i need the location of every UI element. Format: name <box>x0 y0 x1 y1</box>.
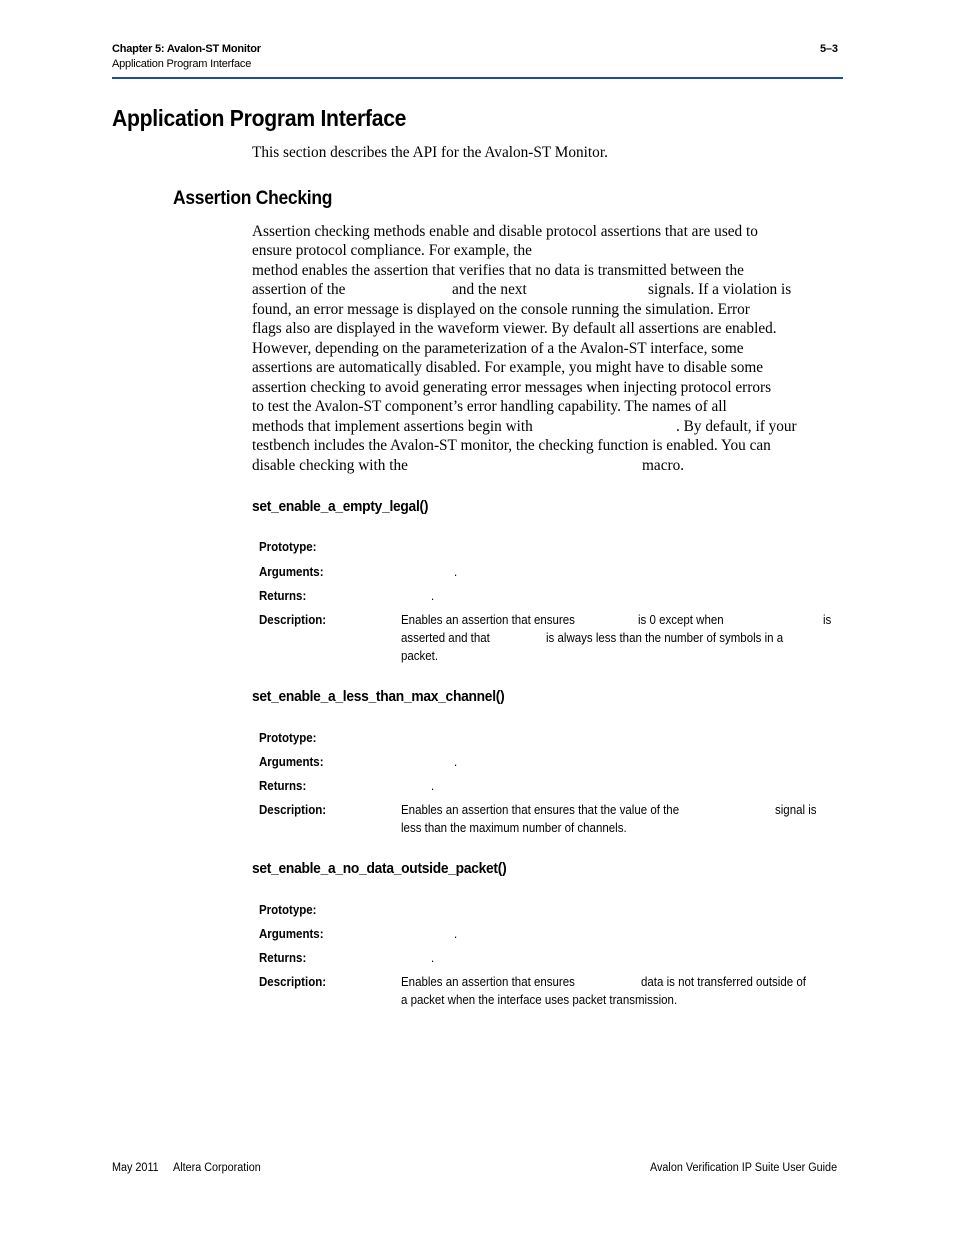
arguments-label: Arguments: <box>259 927 324 941</box>
footer-guide: Avalon Verification IP Suite User Guide <box>650 1162 838 1174</box>
arguments-value: . <box>454 755 458 769</box>
prototype-label: Prototype: <box>259 903 317 917</box>
paragraph-line: method enables the assertion that verifies that no data is transmitted between the <box>252 262 744 279</box>
paragraph-line: disable checking with the <box>252 457 408 474</box>
paragraph-line: assertion checking to avoid generating error messages when injecting protocol errors <box>252 379 772 396</box>
paragraph-line: flags also are displayed in the waveform viewer. By default all assertions are enabled. <box>252 320 777 337</box>
description-line: packet. <box>401 649 439 663</box>
footer-company: Altera Corporation <box>173 1162 261 1174</box>
prototype-label: Prototype: <box>259 540 317 554</box>
returns-value: . <box>431 779 435 793</box>
header-rule <box>112 77 843 79</box>
description-line: is <box>823 613 832 627</box>
paragraph-line: However, depending on the parameterization of a the Avalon-ST interface, some <box>252 340 744 357</box>
paragraph-line: to test the Avalon-ST component’s error handling capability. The names of all <box>252 398 727 415</box>
paragraph-line: macro. <box>642 457 685 474</box>
paragraph-line: assertion of the <box>252 281 346 298</box>
page-title: Application Program Interface <box>112 105 407 131</box>
description-line: Enables an assertion that ensures <box>401 975 575 989</box>
paragraph-line: signals. If a violation is <box>648 281 792 298</box>
paragraph-line: and the next <box>452 281 527 298</box>
description-line: Enables an assertion that ensures <box>401 613 575 627</box>
paragraph-line: Assertion checking methods enable and disable protocol assertions that are used to <box>252 223 758 240</box>
description-line: asserted and that <box>401 631 490 645</box>
description-line: is 0 except when <box>638 613 724 627</box>
description-line: Enables an assertion that ensures that the value of the <box>401 803 680 817</box>
section-heading: Assertion Checking <box>173 188 333 209</box>
arguments-label: Arguments: <box>259 565 324 579</box>
paragraph-line: . By default, if your <box>676 418 797 435</box>
method-heading: set_enable_a_no_data_outside_packet() <box>252 860 507 877</box>
description-line: a packet when the interface uses packet transmission. <box>401 993 678 1007</box>
paragraph-line: assertions are automatically disabled. For example, you might have to disable some <box>252 359 764 376</box>
returns-label: Returns: <box>259 779 307 793</box>
footer-date: May 2011 <box>112 1162 159 1174</box>
method-heading: set_enable_a_empty_legal() <box>252 498 429 515</box>
arguments-value: . <box>454 565 458 579</box>
returns-label: Returns: <box>259 951 307 965</box>
description-label: Description: <box>259 803 327 817</box>
returns-value: . <box>431 589 435 603</box>
arguments-label: Arguments: <box>259 755 324 769</box>
method-heading: set_enable_a_less_than_max_channel() <box>252 688 505 705</box>
description-label: Description: <box>259 613 327 627</box>
description-line: data is not transferred outside of <box>641 975 806 989</box>
header-chapter: Chapter 5: Avalon-ST Monitor <box>112 43 261 55</box>
paragraph-line: found, an error message is displayed on the console running the simulation. Error <box>252 301 750 318</box>
description-line: less than the maximum number of channels. <box>401 821 627 835</box>
prototype-label: Prototype: <box>259 731 317 745</box>
returns-value: . <box>431 951 435 965</box>
intro-text: This section describes the API for the Avalon-ST Monitor. <box>252 144 608 161</box>
returns-label: Returns: <box>259 589 307 603</box>
arguments-value: . <box>454 927 458 941</box>
paragraph-line: ensure protocol compliance. For example, the <box>252 242 532 259</box>
header-page-number: 5–3 <box>820 43 838 55</box>
paragraph-line: testbench includes the Avalon-ST monitor, the checking function is enabled. You can <box>252 437 771 454</box>
header-section: Application Program Interface <box>112 58 252 70</box>
description-label: Description: <box>259 975 327 989</box>
description-line: is always less than the number of symbols in a <box>546 631 784 645</box>
paragraph-line: methods that implement assertions begin with <box>252 418 533 435</box>
description-line: signal is <box>775 803 817 817</box>
